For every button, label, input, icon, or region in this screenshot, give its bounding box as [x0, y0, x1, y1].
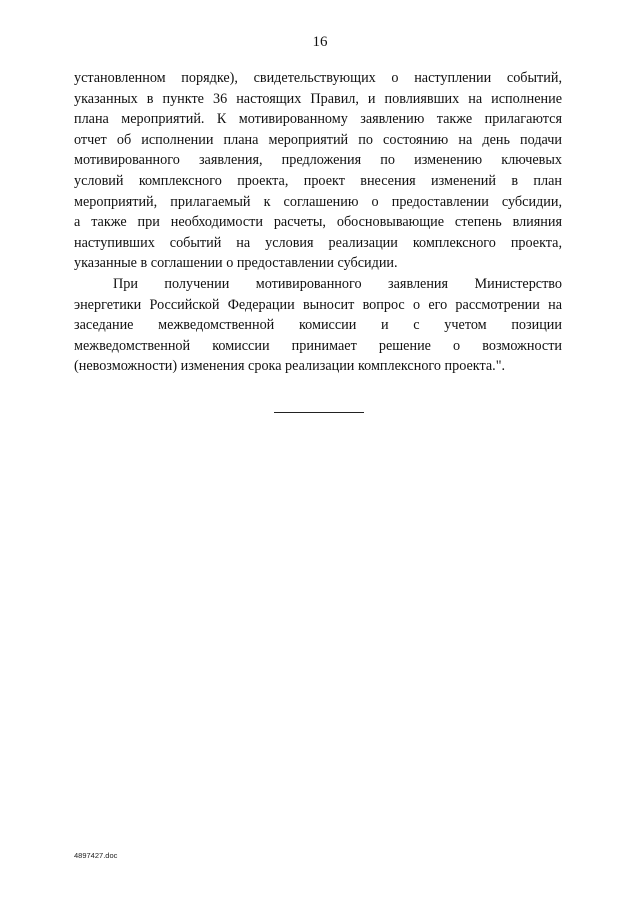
text-line: мотивированного заявления, предложения по изменению ключевых [74, 152, 562, 169]
text-line: мероприятий, прилагаемый к соглашению о предоставлении субсидии, [74, 193, 562, 210]
paragraph-1 [74, 68, 562, 274]
text-line: указанные в соглашении о предоставлении субсидии. [74, 255, 398, 272]
text-line: (невозможности) изменения срока реализации комплексного проекта.". [74, 358, 506, 375]
text-line: При получении мотивированного заявления Министерство [113, 275, 562, 292]
text-line: плана мероприятий. К мотивированному заявлению также прилагаются [74, 111, 562, 128]
document-id: 4897427.doc [74, 851, 118, 860]
text-line: заседание межведомственной комиссии и с учетом позиции [74, 317, 562, 334]
document-body [74, 68, 562, 377]
text-line: отчет об исполнении плана мероприятий по состоянию на день подачи [74, 131, 562, 148]
text-line: наступивших событий на условия реализации комплексного проекта, [74, 234, 562, 251]
text-line: межведомственной комиссии принимает решение о возможности [74, 337, 562, 354]
text-line: энергетики Российской Федерации выносит вопрос о его рассмотрении на [74, 296, 562, 313]
text-line: а также при необходимости расчеты, обосновывающие степень влияния [74, 214, 562, 231]
page-number: 16 [312, 34, 328, 50]
text-line: указанных в пункте 36 настоящих Правил, и повлиявших на исполнение [74, 90, 562, 107]
paragraph-2 [74, 274, 562, 377]
separator-line [274, 412, 364, 413]
text-line: установленном порядке), свидетельствующих о наступлении событий, [74, 70, 562, 86]
text-line: условий комплексного проекта, проект внесения изменений в план [74, 172, 562, 189]
